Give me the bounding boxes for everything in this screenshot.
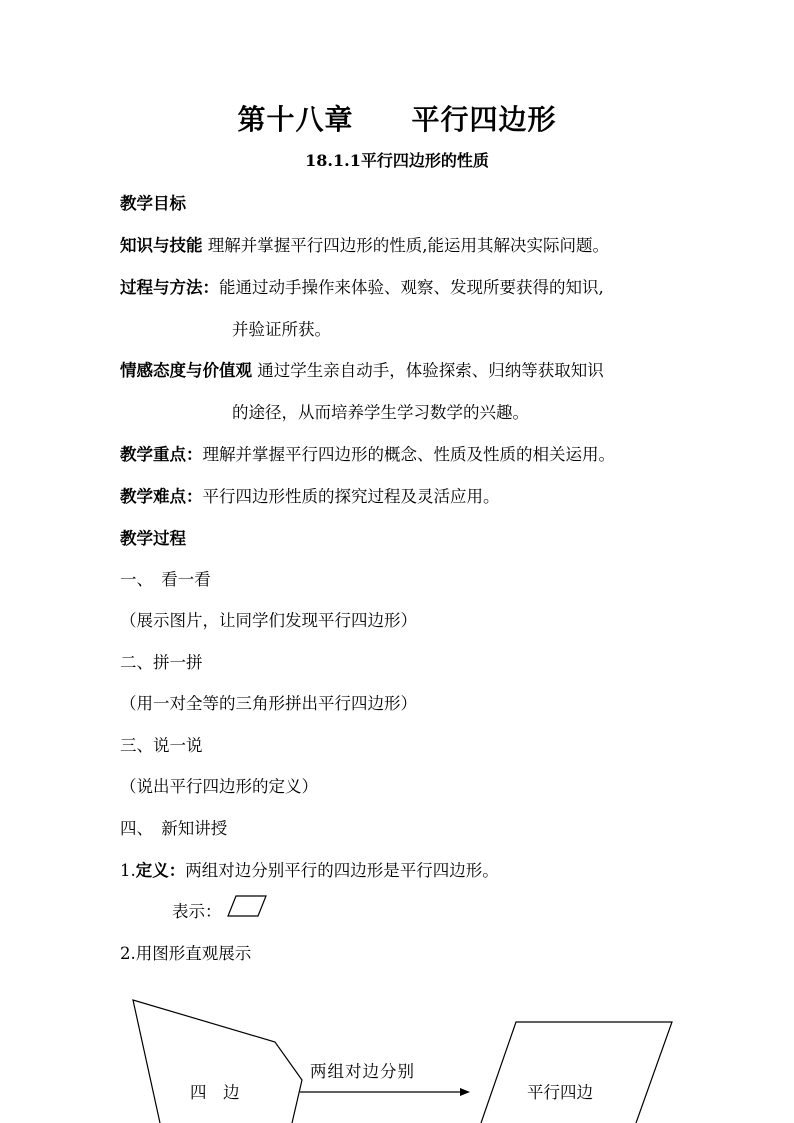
section-title: 18.1.1平行四边形的性质	[305, 151, 489, 170]
concept-diagram	[0, 990, 794, 1123]
goals-heading: 教学目标	[120, 194, 186, 213]
definition-label: 定义：	[135, 861, 186, 880]
step-title: 三、说一说	[120, 736, 203, 755]
goal-emotion-label: 情感态度与价值观	[120, 361, 252, 380]
goal-process	[120, 274, 604, 298]
goal-process-label: 过程与方法：	[120, 278, 219, 297]
goal-process-text-2: 并验证所获。	[232, 320, 331, 339]
goal-knowledge	[120, 232, 609, 256]
key-points	[120, 441, 615, 465]
difficult-points-label: 教学难点：	[120, 487, 203, 506]
diagram-right-label: 平行四边	[527, 1083, 593, 1102]
goal-emotion-text-2: 的途径，从而培养学生学习数学的兴趣。	[232, 403, 529, 422]
arrow-head-icon	[460, 1088, 470, 1096]
page-title	[0, 98, 794, 138]
parallelogram-symbol-icon	[226, 894, 270, 920]
parallelogram-symbol-shape	[228, 896, 266, 916]
notation-label: 表示：	[172, 902, 222, 921]
definition	[120, 857, 499, 881]
step-note: （用一对全等的三角形拼出平行四边形）	[120, 694, 417, 713]
key-points-label: 教学重点：	[120, 445, 203, 464]
goal-emotion-text-1: 通过学生亲自动手，体验探索、归纳等获取知识	[257, 361, 604, 380]
step-title: 一、 看一看	[120, 570, 211, 589]
step-title: 四、 新知讲授	[120, 819, 228, 838]
diagram-heading: 2.用图形直观展示	[120, 944, 252, 963]
step-title: 二、拼一拼	[120, 653, 203, 672]
diagram-left-label: 四 边	[190, 1083, 240, 1102]
chapter-number: 第十八章	[237, 103, 354, 136]
goal-knowledge-label: 知识与技能	[120, 236, 203, 255]
definition-text: 两组对边分别平行的四边形是平行四边形。	[185, 861, 499, 880]
process-heading: 教学过程	[120, 529, 186, 548]
quadrilateral-shape	[133, 1000, 302, 1123]
goal-knowledge-text: 理解并掌握平行四边形的性质,能运用其解决实际问题。	[207, 236, 609, 255]
parallelogram-shape	[481, 1022, 672, 1123]
goal-emotion	[120, 357, 604, 381]
step-note: （说出平行四边形的定义）	[120, 777, 318, 796]
difficult-points-text: 平行四边形性质的探究过程及灵活应用。	[202, 487, 500, 506]
chapter-name: 平行四边形	[411, 103, 557, 136]
definition-number: 1.	[120, 861, 136, 880]
difficult-points	[120, 483, 500, 507]
diagram-arrow-label: 两组对边分别	[310, 1062, 415, 1081]
step-note: （展示图片，让同学们发现平行四边形）	[120, 611, 417, 630]
goal-process-text-1: 能通过动手操作来体验、观察、发现所要获得的知识,	[219, 278, 604, 297]
key-points-text: 理解并掌握平行四边形的概念、性质及性质的相关运用。	[202, 445, 615, 464]
